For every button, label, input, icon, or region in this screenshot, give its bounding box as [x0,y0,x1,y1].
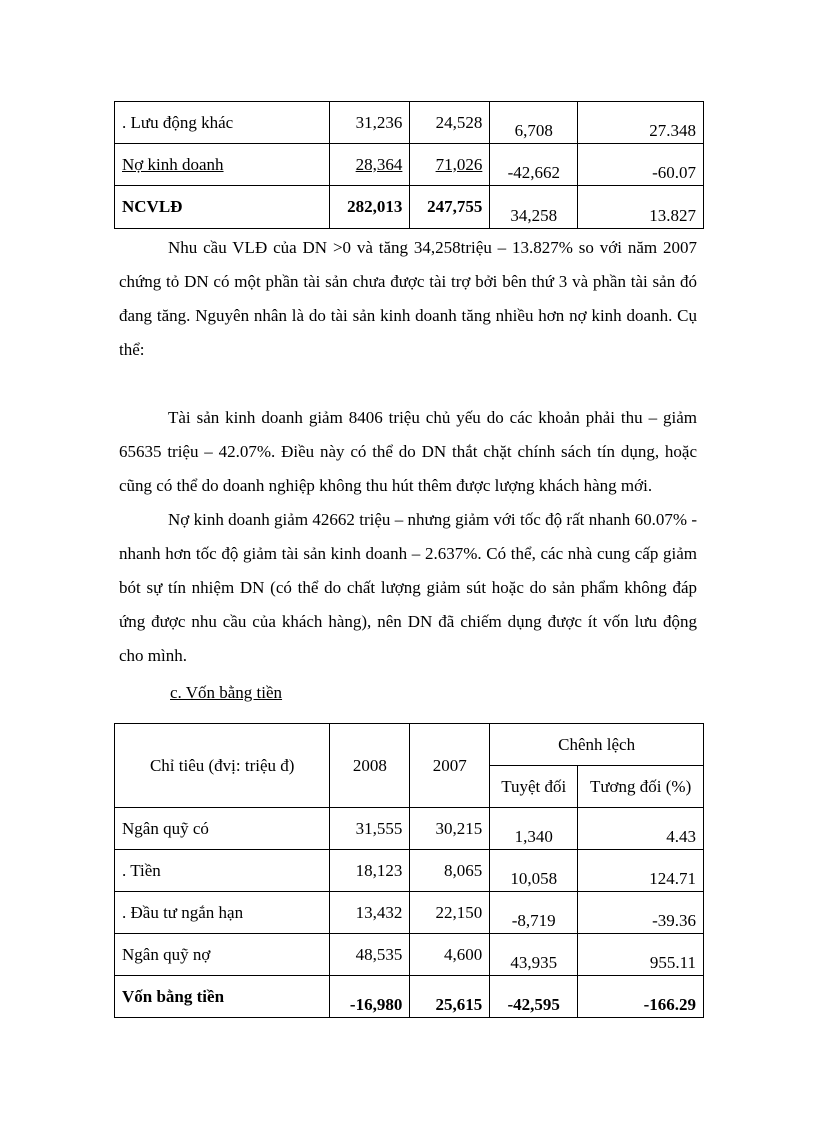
abs-diff: -42,662 [490,144,578,186]
header-2007: 2007 [410,724,490,808]
value-2008: 31,555 [330,808,410,850]
rel-diff: 27.348 [578,102,704,144]
row-label: . Đầu tư ngắn hạn [115,892,330,934]
rel-diff: 955.11 [578,934,704,976]
working-capital-table [114,101,704,229]
abs-diff: 6,708 [490,102,578,144]
value-2008: 31,236 [330,102,410,144]
row-label: Ngân quỹ có [115,808,330,850]
value-2007: 24,528 [410,102,490,144]
table-row [115,102,704,144]
rel-diff: 4.43 [578,808,704,850]
table-row [115,850,704,892]
abs-diff: -42,595 [490,976,578,1018]
abs-diff: -8,719 [490,892,578,934]
value-2007: 25,615 [410,976,490,1018]
paragraph: Nợ kinh doanh giảm 42662 triệu – nhưng giảm với tốc độ rất nhanh 60.07% - nhanh hơn tốc độ giảm tài sản kinh doanh – 2.637%. Có thể, các nhà cung cấp giảm bót sự tín nhiệm DN (có thể do chất lượng giảm sút hoặc do sản phẩm không đáp ứng được nhu cầu của khách hàng), nên DN đã chiếm dụng được ít vốn lưu động cho mình. [119,510,697,665]
row-label: . Lưu động khác [115,102,330,144]
header-indicator: Chỉ tiêu (đvị: triệu đ) [115,724,330,808]
header-2008: 2008 [330,724,410,808]
table-row [115,186,704,229]
value-2007: 8,065 [410,850,490,892]
value-2008: 282,013 [330,186,410,229]
abs-diff: 10,058 [490,850,578,892]
cash-capital-table [114,723,704,1018]
header-difference: Chênh lệch [490,724,704,766]
rel-diff: 13.827 [578,186,704,229]
rel-diff: -166.29 [578,976,704,1018]
row-label: Vốn bằng tiền [115,976,330,1018]
value-2008: 48,535 [330,934,410,976]
header-absolute: Tuyệt đối [490,766,578,808]
row-label: Ngân quỹ nợ [115,934,330,976]
value-2008: -16,980 [330,976,410,1018]
abs-diff: 43,935 [490,934,578,976]
row-label: Nợ kinh doanh [122,154,224,174]
header-relative: Tương đối (%) [578,766,704,808]
value-2007: 22,150 [410,892,490,934]
value-2007: 4,600 [410,934,490,976]
table-row [115,808,704,850]
value-2008: 28,364 [355,154,403,174]
header-row [115,724,704,766]
section-heading: c. Vốn bằng tiền [170,683,283,702]
abs-diff: 34,258 [490,186,578,229]
table-row-total [115,976,704,1018]
paragraph: Nhu cầu VLĐ của DN >0 và tăng 34,258triệu – 13.827% so với năm 2007 chứng tỏ DN có một phần tài sản chưa được tài trợ bởi bên thứ 3 và phần tài sản đó đang tăng. Nguyên nhân là do tài sản kinh doanh tăng nhiều hơn nợ kinh doanh. Cụ thể: [119,238,697,359]
abs-diff: 1,340 [490,808,578,850]
rel-diff: -39.36 [578,892,704,934]
row-label: NCVLĐ [115,186,330,229]
value-2007: 247,755 [410,186,490,229]
table-row [115,934,704,976]
rel-diff: -60.07 [578,144,704,186]
table-row [115,892,704,934]
value-2007: 30,215 [410,808,490,850]
value-2008: 13,432 [330,892,410,934]
row-label: . Tiền [115,850,330,892]
table-row [115,144,704,186]
paragraph: Tài sản kinh doanh giảm 8406 triệu chủ yếu do các khoản phải thu – giảm 65635 triệu – 42.07%. Điều này có thể do DN thắt chặt chính sách tín dụng, hoặc cũng có thể do doanh nghiệp không thu hút thêm được lượng khách hàng mới. [119,408,697,495]
rel-diff: 124.71 [578,850,704,892]
value-2008: 18,123 [330,850,410,892]
value-2007: 71,026 [435,154,483,174]
